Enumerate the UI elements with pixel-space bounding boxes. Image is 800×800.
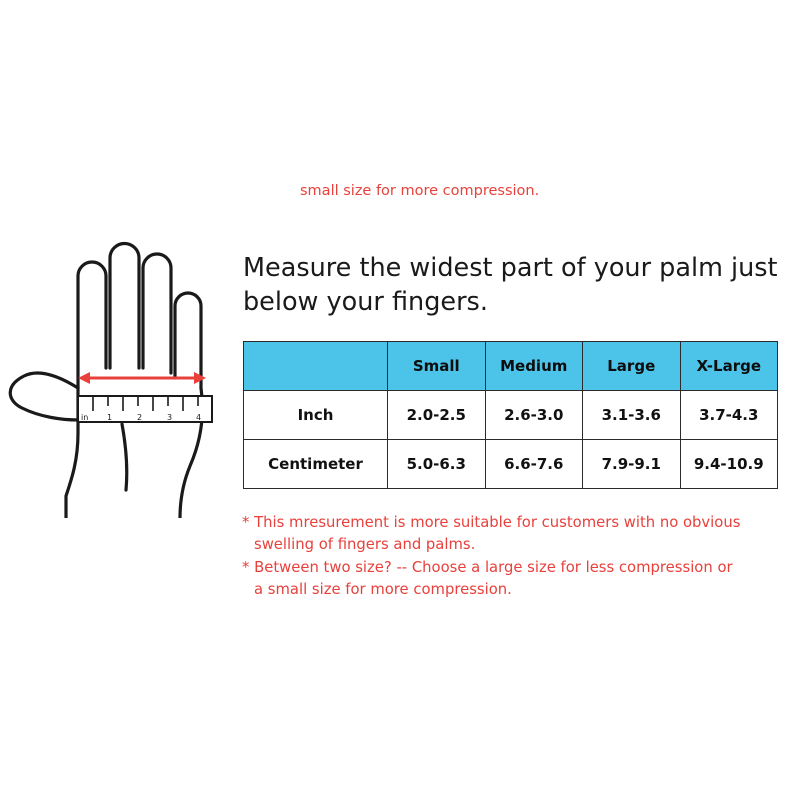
palm-width-arrow (78, 372, 206, 384)
footnote-line-2: swelling of fingers and palms. (254, 536, 476, 554)
svg-text:2: 2 (137, 413, 143, 422)
svg-text:in: in (81, 413, 89, 422)
table-corner-cell (244, 342, 388, 391)
cell-inch-xlarge: 3.7-4.3 (680, 391, 778, 440)
footnotes (242, 512, 787, 602)
svg-text:4: 4 (196, 413, 202, 422)
ruler-icon (78, 396, 212, 422)
footnote-line-4: a small size for more compression. (254, 581, 512, 599)
table-row (244, 391, 778, 440)
svg-text:3: 3 (167, 413, 173, 422)
page-title: Measure the widest part of your palm just below your fingers. (243, 253, 778, 317)
size-table (243, 341, 778, 489)
cell-cm-small: 5.0-6.3 (388, 440, 486, 489)
table-row (244, 440, 778, 489)
table-header-small: Small (388, 342, 486, 391)
cell-cm-xlarge: 9.4-10.9 (680, 440, 778, 489)
table-header-row (244, 342, 778, 391)
hand-with-ruler-illustration (0, 228, 245, 518)
footnote-line-1: * This mresurement is more suitable for customers with no obvious (242, 514, 741, 531)
top-note-text: small size for more compression. (300, 183, 540, 199)
svg-text:1: 1 (107, 413, 113, 422)
cell-cm-large: 7.9-9.1 (583, 440, 681, 489)
cell-inch-small: 2.0-2.5 (388, 391, 486, 440)
cell-inch-medium: 2.6-3.0 (485, 391, 583, 440)
table-header-xlarge: X-Large (680, 342, 778, 391)
row-label-centimeter: Centimeter (244, 440, 388, 489)
table-header-medium: Medium (485, 342, 583, 391)
cell-cm-medium: 6.6-7.6 (485, 440, 583, 489)
row-label-inch: Inch (244, 391, 388, 440)
table-header-large: Large (583, 342, 681, 391)
footnote-line-3: * Between two size? -- Choose a large size for less compression or (242, 558, 733, 576)
cell-inch-large: 3.1-3.6 (583, 391, 681, 440)
